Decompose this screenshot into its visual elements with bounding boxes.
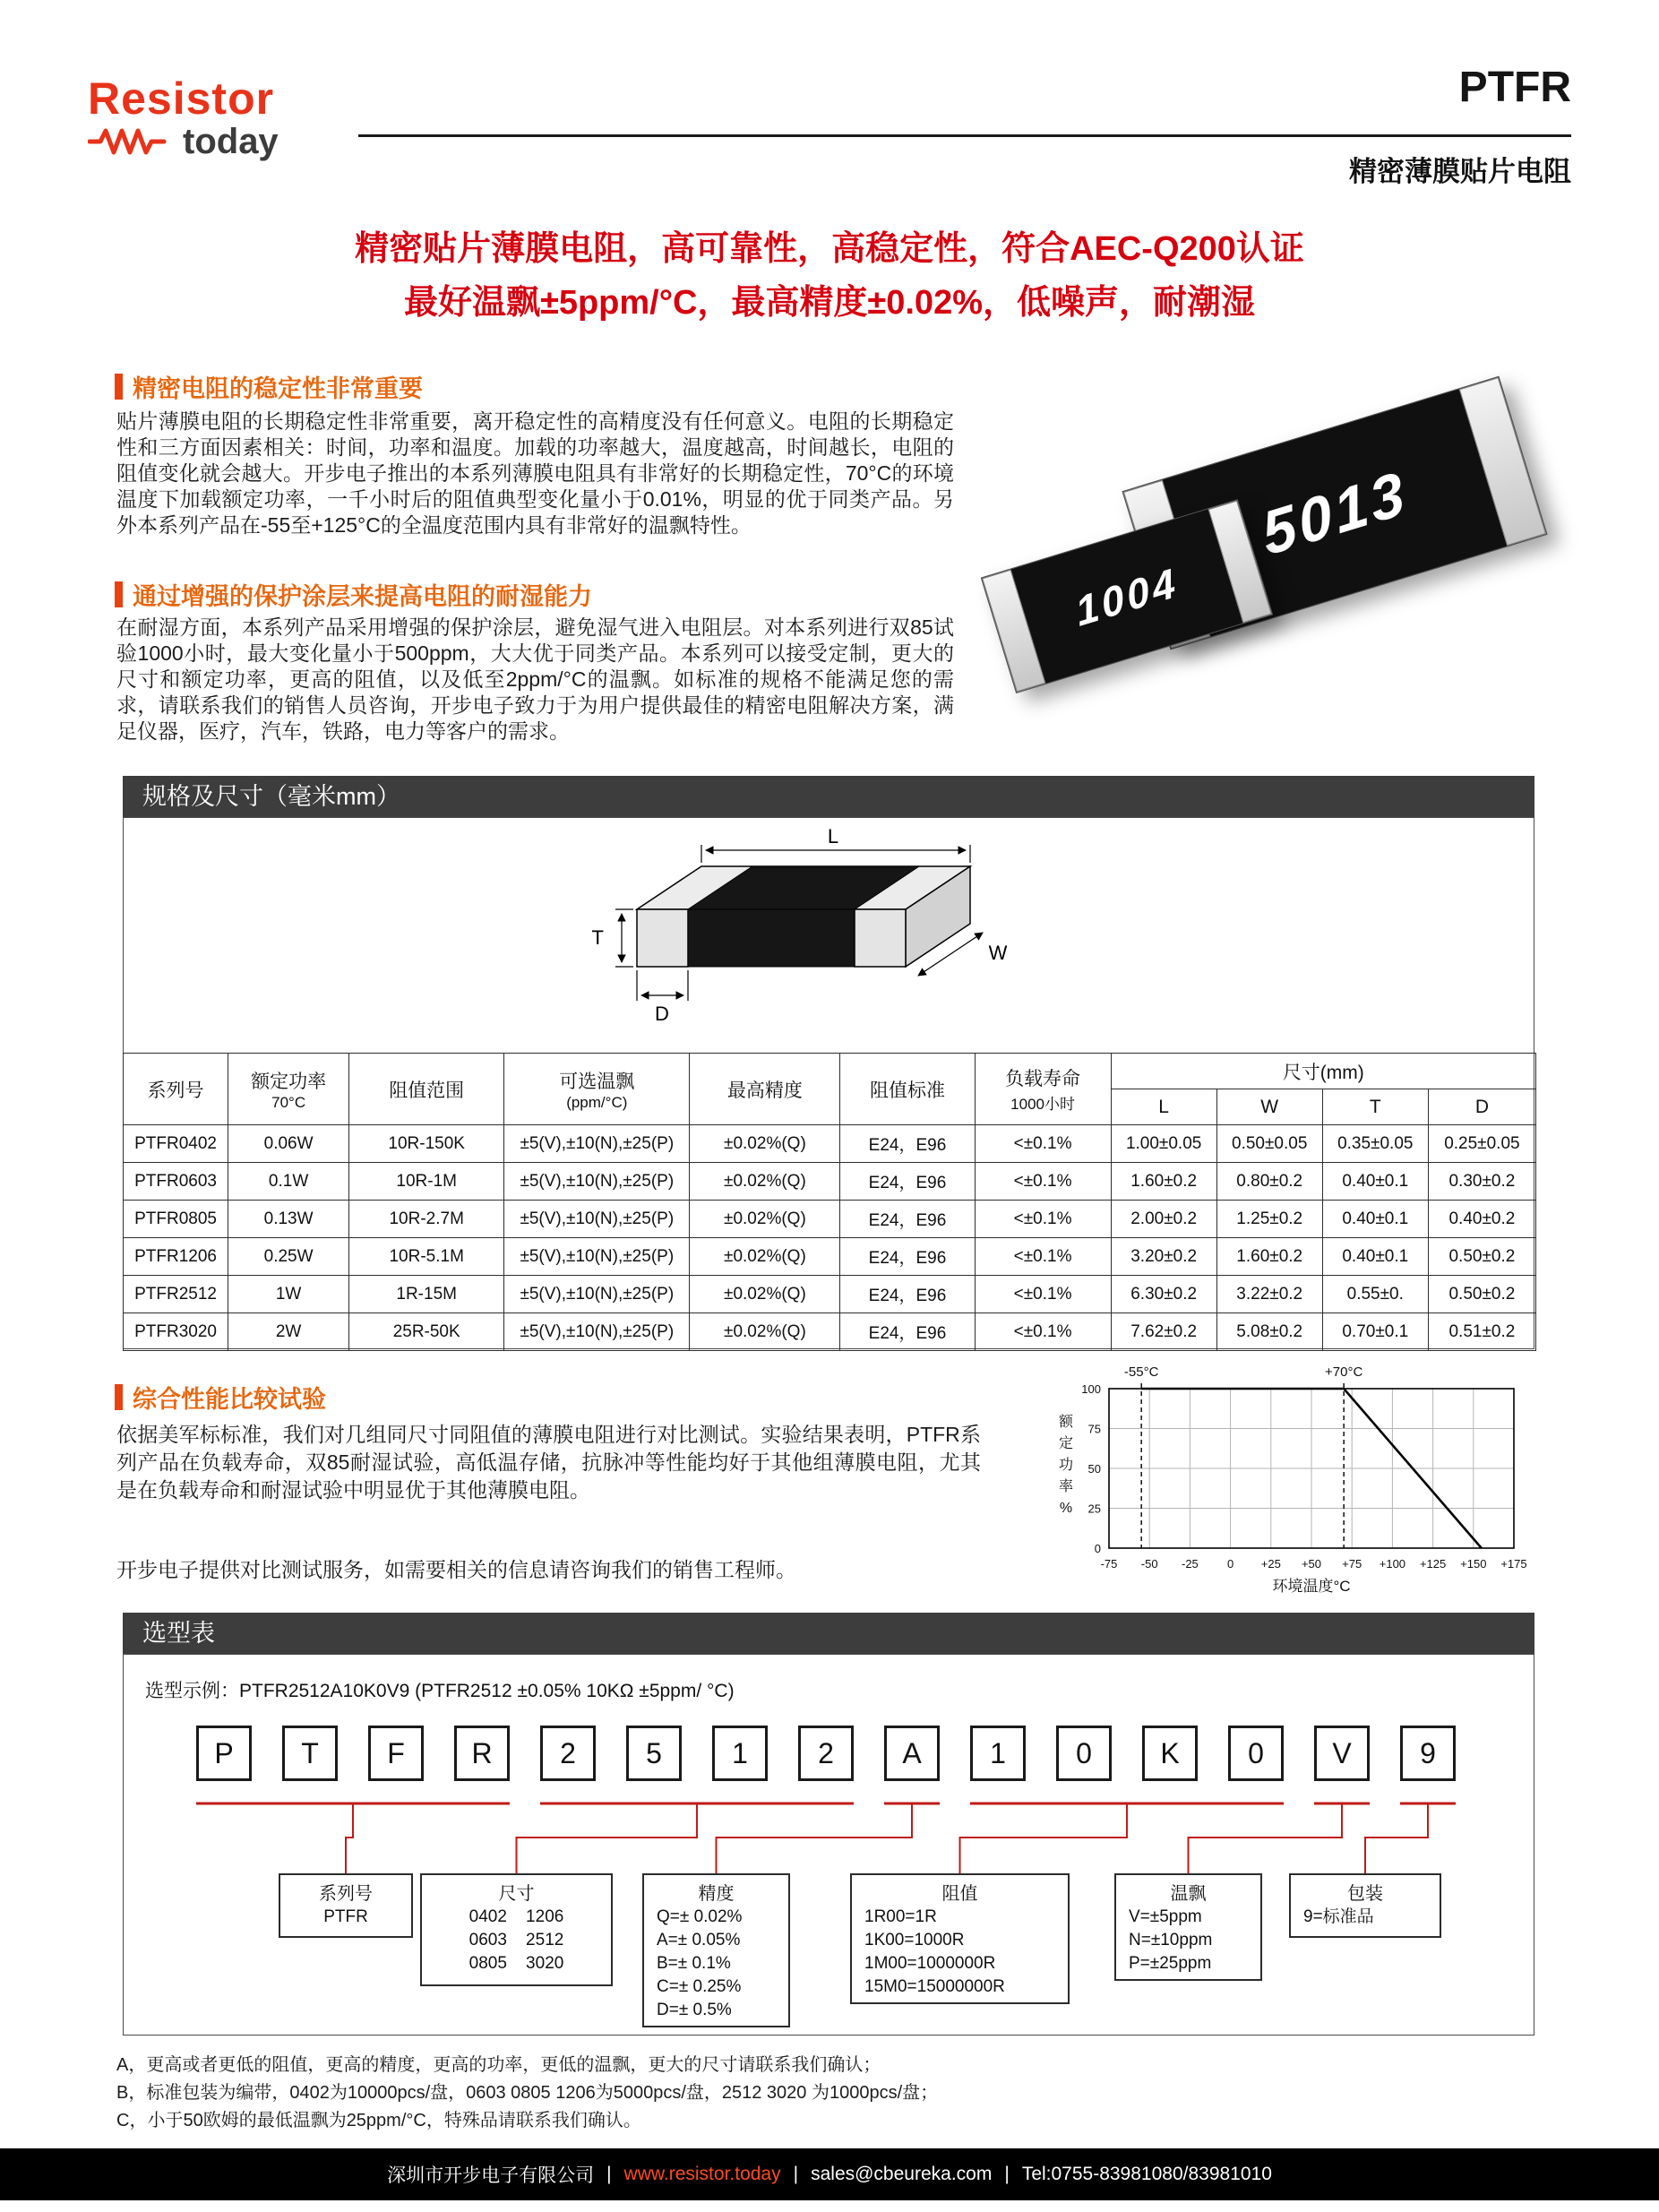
- spec-col-header: 可选温飘 (ppm/°C): [504, 1054, 690, 1125]
- resistor-chip-1004: [981, 499, 1273, 693]
- table-cell: 3.22±0.2: [1216, 1276, 1322, 1313]
- table-cell: ±0.02%(Q): [690, 1163, 840, 1201]
- section-body-comparison-2: 开步电子提供对比测试服务，如需要相关的信息请咨询我们的销售工程师。: [116, 1558, 796, 1581]
- table-cell: 0.30±0.2: [1428, 1163, 1535, 1201]
- footnotes: [116, 2052, 1514, 2135]
- table-cell: 2.00±0.2: [1111, 1201, 1216, 1238]
- section-body-comparison-1: 依据美军标标准，我们对几组同尺寸同阻值的薄膜电阻进行对比测试。实验结果表明，PTFR系列产品在负载寿命，双85耐湿试验，高低温存储，抗脉冲等性能均好于其他组薄膜电阻，尤其是在负载寿命和耐湿试验中明显优于其他薄膜电阻。: [116, 1423, 981, 1502]
- code-char-box: R: [454, 1726, 510, 1781]
- legend-line: 0805 3020: [468, 1954, 564, 1973]
- svg-text:+150: +150: [1460, 1557, 1487, 1571]
- spec-section-box: [123, 817, 1534, 1349]
- svg-text:+75: +75: [1342, 1557, 1362, 1571]
- selection-section-bar: 选型表: [123, 1613, 1534, 1654]
- table-cell: 0.50±0.2: [1428, 1276, 1535, 1313]
- table-cell: PTFR3020: [124, 1313, 228, 1351]
- table-cell: E24，E96: [840, 1125, 975, 1163]
- table-cell: 0.25W: [228, 1238, 349, 1276]
- table-cell: ±0.02%(Q): [690, 1313, 840, 1351]
- section-body-moisture: 在耐湿方面，本系列产品采用增强的保护涂层，避免湿气进入电阻层。对本系列进行双85试验1000小时，最大变化量小于500ppm，大大优于同类产品。本系列可以接受定制，更大的尺寸和额定功率，更高的阻值，以及低至2ppm/°C的温飘。如标准的规格不能满足您的需求，请联系我们的销售人员咨询，开步电子致力于为用户提供最佳的精密电阻解决方案，满足仪器，医疗，汽车，铁路，电力等客户的需求。: [116, 615, 954, 743]
- section-marker-icon: [115, 374, 123, 400]
- table-cell: ±5(V),±10(N),±25(P): [504, 1313, 690, 1351]
- table-cell: <±0.1%: [975, 1276, 1111, 1313]
- code-char-box: 0: [1228, 1726, 1284, 1781]
- note-line: B，标准包装为编带，0402为10000pcs/盘，0603 0805 1206为5000pcs/盘，2512 3020 为1000pcs/盘；: [116, 2083, 939, 2103]
- chip-marking-large: 5013: [1256, 457, 1414, 569]
- selection-section-box: [123, 1654, 1534, 2036]
- product-subtitle: 精密薄膜贴片电阻: [1349, 156, 1571, 187]
- legend-line: Q=± 0.02%: [657, 1907, 743, 1926]
- table-row: [124, 1313, 1536, 1351]
- table-cell: 10R-5.1M: [349, 1238, 504, 1276]
- section-title-comparison: 综合性能比较试验: [115, 1380, 326, 1415]
- legend-line: N=±10ppm: [1129, 1931, 1213, 1949]
- page-title: PTFR: [1458, 64, 1571, 111]
- footer-bar: [0, 2148, 1659, 2200]
- table-cell: 0.1W: [228, 1163, 349, 1201]
- spec-section-bar: 规格及尺寸（毫米mm）: [123, 776, 1534, 817]
- headline: [0, 222, 1659, 330]
- table-cell: 0.13W: [228, 1201, 349, 1238]
- table-cell: 7.62±0.2: [1111, 1313, 1216, 1351]
- legend-box-4: [850, 1873, 1070, 2004]
- legend-box-6: [1289, 1873, 1441, 1938]
- dim-label-D: D: [655, 1003, 669, 1025]
- svg-text:%: %: [1059, 1501, 1073, 1516]
- legend-line: B=± 0.1%: [657, 1954, 731, 1973]
- legend-box-1: [279, 1873, 413, 1938]
- code-char-box: P: [196, 1726, 252, 1781]
- svg-text:环境温度°C: 环境温度°C: [1272, 1578, 1351, 1595]
- footer-separator: |: [793, 2164, 799, 2184]
- table-row: [124, 1163, 1536, 1201]
- table-cell: <±0.1%: [975, 1201, 1111, 1238]
- spec-col-header: 额定功率 70°C: [228, 1054, 349, 1125]
- svg-text:0: 0: [1094, 1542, 1101, 1555]
- table-cell: 0.35±0.05: [1322, 1125, 1428, 1163]
- legend-line: C=± 0.25%: [657, 1977, 742, 1996]
- table-cell: 0.70±0.1: [1322, 1313, 1428, 1351]
- footer-email-link[interactable]: sales@cbeureka.com: [811, 2164, 993, 2184]
- spec-col-header: 负载寿命 1000小时: [975, 1054, 1111, 1125]
- table-cell: E24，E96: [840, 1163, 975, 1201]
- section-marker-icon: [115, 581, 123, 607]
- logo-text-resistor: Resistor: [88, 73, 275, 124]
- legend-line: A=± 0.05%: [657, 1931, 741, 1949]
- code-char-box: V: [1314, 1726, 1370, 1781]
- table-cell: 25R-50K: [349, 1313, 504, 1351]
- spec-dim-col-header: T: [1322, 1089, 1428, 1125]
- svg-text:+25: +25: [1260, 1557, 1281, 1571]
- table-cell: 10R-1M: [349, 1163, 504, 1201]
- svg-text:25: 25: [1087, 1502, 1101, 1516]
- dim-label-T: T: [591, 926, 604, 949]
- footer-tel: Tel:0755-83981080/83981010: [1021, 2164, 1272, 2184]
- resistor-symbol-icon: [88, 126, 181, 157]
- svg-text:100: 100: [1081, 1382, 1101, 1396]
- svg-text:-55°C: -55°C: [1123, 1364, 1159, 1380]
- table-cell: ±5(V),±10(N),±25(P): [504, 1238, 690, 1276]
- table-cell: 0.40±0.1: [1322, 1201, 1428, 1238]
- table-cell: PTFR2512: [124, 1276, 228, 1313]
- table-cell: 0.06W: [228, 1125, 349, 1163]
- svg-text:功: 功: [1058, 1458, 1074, 1473]
- table-cell: 0.51±0.2: [1428, 1313, 1535, 1351]
- footer-separator: |: [1004, 2164, 1010, 2184]
- spec-dim-col-header: D: [1428, 1089, 1535, 1125]
- code-char-box: 0: [1056, 1726, 1112, 1781]
- table-cell: 0.80±0.2: [1216, 1163, 1322, 1201]
- table-cell: 1.00±0.05: [1111, 1125, 1216, 1163]
- spec-col-header: 阻值范围: [349, 1054, 504, 1125]
- svg-text:率: 率: [1058, 1479, 1074, 1494]
- table-cell: ±5(V),±10(N),±25(P): [504, 1201, 690, 1238]
- table-cell: <±0.1%: [975, 1238, 1111, 1276]
- table-cell: E24，E96: [840, 1276, 975, 1313]
- table-cell: 0.40±0.2: [1428, 1201, 1535, 1238]
- table-cell: 1W: [228, 1276, 349, 1313]
- table-cell: 6.30±0.2: [1111, 1276, 1216, 1313]
- section-body-stability: 贴片薄膜电阻的长期稳定性非常重要，离开稳定性的高精度没有任何意义。电阻的长期稳定性和三方面因素相关：时间，功率和温度。加载的功率越大，温度越高，时间越长，电阻的阻值变化就会越大。开步电子推出的本系列薄膜电阻具有非常好的长期稳定性，70°C的环境温度下加载额定功率，一千小时后的阻值典型变化量小于0.01%，明显的优于同类产品。另外本系列产品在-55至+125°C的全温度范围内具有非常好的温飘特性。: [116, 409, 954, 537]
- svg-text:75: 75: [1087, 1422, 1101, 1436]
- code-char-box: 2: [798, 1726, 854, 1781]
- table-cell: 5.08±0.2: [1216, 1313, 1322, 1351]
- table-cell: PTFR0402: [124, 1125, 228, 1163]
- spec-dim-col-header: L: [1111, 1089, 1216, 1125]
- table-cell: 1R-15M: [349, 1276, 504, 1313]
- table-row: [124, 1125, 1536, 1163]
- legend-line: P=±25ppm: [1129, 1954, 1212, 1973]
- table-cell: E24，E96: [840, 1313, 975, 1351]
- footer-company: 深圳市开步电子有限公司: [387, 2165, 595, 2186]
- ordering-example: 选型示例：PTFR2512A10K0V9 (PTFR2512 ±0.05% 10KΩ ±5ppm/ °C): [145, 1681, 735, 1701]
- code-char-box: A: [884, 1726, 940, 1781]
- legend-box-3: [642, 1873, 790, 2027]
- legend-title: 系列号: [319, 1884, 373, 1904]
- legend-line: 0603 2512: [468, 1931, 564, 1949]
- table-cell: ±0.02%(Q): [690, 1276, 840, 1313]
- dim-label-L: L: [827, 825, 839, 848]
- section-marker-icon: [115, 1384, 123, 1410]
- svg-text:+50: +50: [1301, 1557, 1322, 1571]
- spec-table: [123, 1053, 1536, 1351]
- spec-col-header: 系列号: [124, 1054, 228, 1125]
- table-cell: 0.50±0.05: [1216, 1125, 1322, 1163]
- table-cell: ±0.02%(Q): [690, 1125, 840, 1163]
- code-char-box: K: [1142, 1726, 1198, 1781]
- spec-col-header: 阻值标准: [840, 1054, 975, 1125]
- svg-text:+175: +175: [1500, 1557, 1527, 1571]
- table-cell: <±0.1%: [975, 1313, 1111, 1351]
- company-logo: [88, 75, 279, 161]
- svg-text:+100: +100: [1379, 1557, 1406, 1571]
- code-char-box: 5: [626, 1726, 682, 1781]
- table-cell: 1.60±0.2: [1111, 1163, 1216, 1201]
- derating-chart: [1039, 1349, 1541, 1597]
- table-cell: <±0.1%: [975, 1125, 1111, 1163]
- table-cell: E24，E96: [840, 1201, 975, 1238]
- section-title-moisture: 通过增强的保护涂层来提高电阻的耐湿能力: [115, 577, 592, 612]
- table-cell: 1.60±0.2: [1216, 1238, 1322, 1276]
- table-cell: 2W: [228, 1313, 349, 1351]
- svg-text:定: 定: [1058, 1436, 1074, 1451]
- table-cell: <±0.1%: [975, 1163, 1111, 1201]
- code-char-box: T: [282, 1726, 338, 1781]
- table-cell: 0.40±0.1: [1322, 1238, 1428, 1276]
- legend-line: D=± 0.5%: [657, 2001, 732, 2019]
- table-cell: 0.50±0.2: [1428, 1238, 1535, 1276]
- product-photo: [967, 385, 1595, 717]
- svg-text:-50: -50: [1140, 1557, 1158, 1571]
- svg-text:50: 50: [1087, 1462, 1101, 1476]
- note-line: C，小于50欧姆的最低温飘为25ppm/°C，特殊品请联系我们确认。: [116, 2111, 641, 2130]
- chip-drawing: [637, 866, 970, 967]
- table-cell: PTFR0603: [124, 1163, 228, 1201]
- svg-text:-75: -75: [1100, 1557, 1118, 1571]
- legend-title: 温飘: [1170, 1884, 1207, 1904]
- legend-line: 1K00=1000R: [864, 1931, 965, 1949]
- legend-line: 1M00=1000000R: [864, 1954, 996, 1973]
- note-line: A，更高或者更低的阻值，更高的精度，更高的功率，更低的温飘，更大的尺寸请联系我们确认；: [116, 2055, 881, 2075]
- spec-dim-col-header: W: [1216, 1089, 1322, 1125]
- dimension-diagram: [471, 825, 1188, 1049]
- table-cell: 0.25±0.05: [1428, 1125, 1535, 1163]
- legend-title: 尺寸: [498, 1884, 535, 1904]
- code-char-box: F: [368, 1726, 424, 1781]
- legend-box-2: [420, 1873, 613, 1986]
- footer-separator: |: [606, 2164, 612, 2184]
- table-row: [124, 1276, 1536, 1313]
- table-cell: 0.55±0.: [1322, 1276, 1428, 1313]
- ordering-connectors: [124, 1655, 1535, 2036]
- legend-box-5: [1114, 1873, 1262, 1981]
- table-cell: PTFR0805: [124, 1201, 228, 1238]
- table-cell: PTFR1206: [124, 1238, 228, 1276]
- section-title-stability: 精密电阻的稳定性非常重要: [115, 369, 423, 404]
- table-cell: 3.20±0.2: [1111, 1238, 1216, 1276]
- table-row: [124, 1238, 1536, 1276]
- footer-website-link[interactable]: www.resistor.today: [623, 2164, 781, 2184]
- logo-text-today: today: [183, 122, 279, 161]
- table-cell: ±5(V),±10(N),±25(P): [504, 1276, 690, 1313]
- legend-title: 包装: [1347, 1884, 1383, 1904]
- code-char-box: 9: [1400, 1726, 1456, 1781]
- legend-line: V=±5ppm: [1129, 1907, 1202, 1926]
- table-cell: 10R-2.7M: [349, 1201, 504, 1238]
- header-divider: [358, 134, 1571, 137]
- legend-line: PTFR: [323, 1907, 368, 1926]
- spec-dim-group-header: 尺寸(mm): [1111, 1054, 1535, 1089]
- table-row: [124, 1201, 1536, 1238]
- svg-text:+70°C: +70°C: [1325, 1364, 1363, 1380]
- headline-line2: 最好温飘±5ppm/°C，最高精度±0.02%，低噪声，耐潮湿: [403, 284, 1255, 322]
- spec-col-header: 最高精度: [690, 1054, 840, 1125]
- table-cell: ±5(V),±10(N),±25(P): [504, 1125, 690, 1163]
- table-cell: ±5(V),±10(N),±25(P): [504, 1163, 690, 1201]
- headline-line1: 精密贴片薄膜电阻，高可靠性，高稳定性，符合AEC-Q200认证: [355, 230, 1304, 268]
- legend-line: 1R00=1R: [864, 1907, 937, 1926]
- table-cell: E24，E96: [840, 1238, 975, 1276]
- chip-marking-small: 1004: [1071, 557, 1182, 635]
- table-cell: 10R-150K: [349, 1125, 504, 1163]
- legend-line: 9=标准品: [1303, 1907, 1374, 1926]
- svg-text:+125: +125: [1419, 1557, 1447, 1571]
- code-char-box: 1: [970, 1726, 1026, 1781]
- legend-line: 0402 1206: [468, 1907, 564, 1926]
- code-char-box: 2: [540, 1726, 596, 1781]
- code-char-box: 1: [712, 1726, 768, 1781]
- table-cell: ±0.02%(Q): [690, 1238, 840, 1276]
- legend-title: 阻值: [941, 1884, 978, 1904]
- svg-text:-25: -25: [1182, 1557, 1199, 1571]
- legend-title: 精度: [698, 1884, 735, 1904]
- svg-text:额: 额: [1058, 1415, 1074, 1430]
- table-cell: ±0.02%(Q): [690, 1201, 840, 1238]
- table-cell: 1.25±0.2: [1216, 1201, 1322, 1238]
- legend-line: 15M0=15000000R: [864, 1977, 1005, 1996]
- svg-text:0: 0: [1226, 1557, 1234, 1571]
- dim-label-W: W: [988, 942, 1008, 964]
- table-cell: 0.40±0.1: [1322, 1163, 1428, 1201]
